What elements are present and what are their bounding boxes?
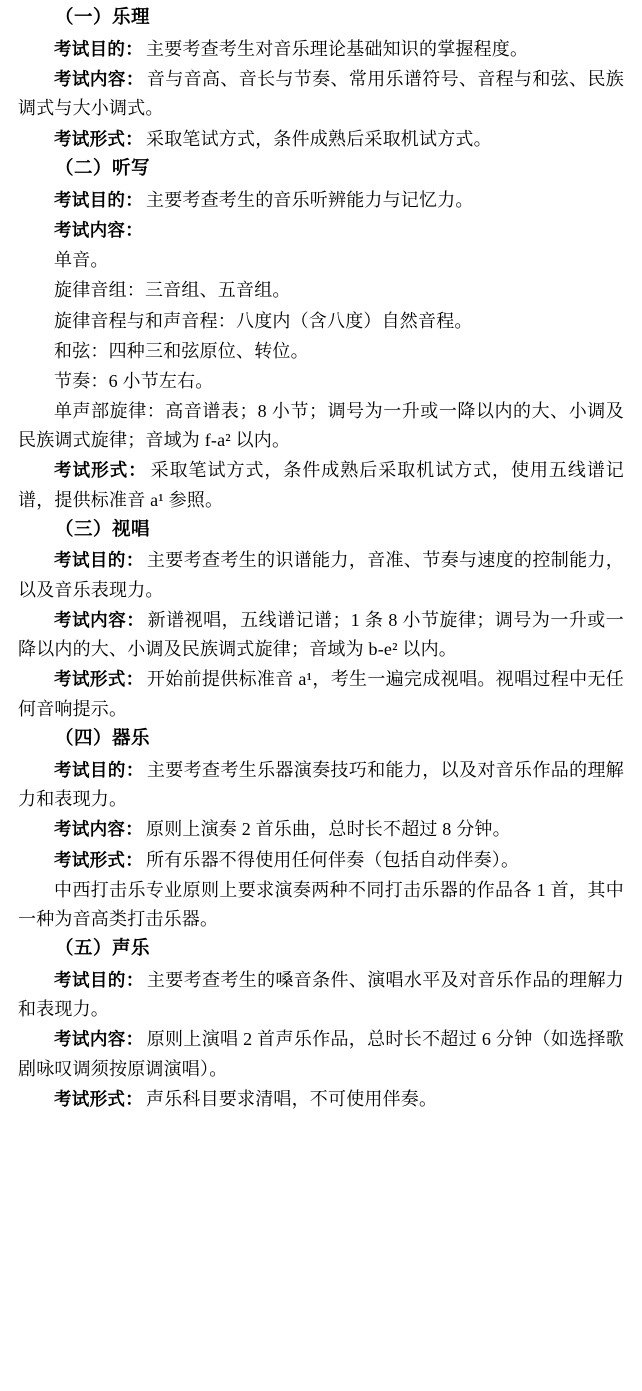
paragraph (18, 665, 624, 724)
paragraph-text: 开始前提供标准音 a¹，考生一遍完成视唱。视唱过程中无任何音响提示。 (18, 669, 625, 719)
section-qiyue (18, 725, 624, 934)
paragraph-label: 考试形式： (54, 1089, 143, 1110)
paragraph-text: 采取笔试方式，条件成熟后采取机试方式，使用五线谱记谱，提供标准音 a¹ 参照。 (18, 460, 625, 510)
paragraph-text: 节奏：6 小节左右。 (54, 370, 214, 391)
paragraph-label: 考试目的： (54, 39, 143, 60)
paragraph-label: 考试目的： (54, 970, 144, 991)
paragraph-label: 考试内容： (54, 1030, 144, 1051)
paragraph (18, 35, 624, 64)
paragraph-text: 中西打击乐专业原则上要求演奏两种不同打击乐器的作品各 1 首，其中一种为音高类打击乐器。 (18, 879, 624, 929)
paragraph-text: 原则上演唱 2 首声乐作品，总时长不超过 6 分钟（如选择歌剧咏叹调须按原调演唱）。 (18, 1029, 625, 1079)
paragraph-text: 主要考查考生对音乐理论基础知识的掌握程度。 (146, 38, 529, 59)
paragraph-text: 单音。 (54, 250, 109, 271)
paragraph-text: 主要考查考生乐器演奏技巧和能力，以及对音乐作品的理解力和表现力。 (18, 759, 625, 809)
paragraph-text: 旋律音组：三音组、五音组。 (54, 280, 291, 301)
section-tingxie (18, 155, 624, 515)
paragraph-text: 所有乐器不得使用任何伴奏（包括自动伴奏）。 (146, 849, 520, 870)
section-heading: （一）乐理 (55, 7, 151, 28)
paragraph (18, 876, 624, 934)
section-heading: （四）器乐 (55, 727, 151, 749)
paragraph (18, 815, 624, 844)
paragraph (18, 397, 624, 455)
paragraph (18, 246, 624, 275)
paragraph (18, 337, 624, 366)
paragraph (18, 1085, 624, 1114)
paragraph (18, 756, 624, 815)
paragraph-text: 音与音高、音长与节奏、常用乐谱符号、音程与和弦、民族调式与大小调式。 (18, 69, 625, 119)
paragraph (18, 186, 624, 215)
section-heading: （五）声乐 (55, 938, 151, 960)
section-heading: （二）听写 (55, 157, 151, 179)
paragraph (18, 125, 624, 154)
paragraph-text: 原则上演奏 2 首乐曲，总时长不超过 8 分钟。 (146, 819, 511, 840)
paragraph (18, 606, 624, 665)
paragraph-text: 主要考查考生的嗓音条件、演唱水平及对音乐作品的理解力和表现力。 (18, 969, 625, 1020)
paragraph-label: 考试形式： (54, 670, 144, 691)
paragraph (18, 966, 624, 1025)
paragraph (18, 276, 624, 305)
paragraph-label: 考试目的： (54, 551, 144, 572)
paragraph-label: 考试内容： (54, 220, 143, 241)
paragraph-text: 和弦：四种三和弦原位、转位。 (54, 340, 309, 361)
paragraph (18, 456, 624, 515)
paragraph-text: 旋律音程与和声音程：八度内（含八度）自然音程。 (54, 310, 473, 331)
paragraph-text: 主要考查考生的识谱能力，音准、节奏与速度的控制能力，以及音乐表现力。 (18, 550, 625, 600)
section-lili (18, 4, 624, 154)
paragraph-text: 新谱视唱，五线谱记谱；1 条 8 小节旋律；调号为一升或一降以内的大、小调及民族调式旋律；音域为 b-e² 以内。 (18, 609, 624, 660)
paragraph (18, 216, 624, 245)
paragraph-text: 采取笔试方式，条件成熟后采取机试方式。 (146, 128, 492, 149)
section-shichang (18, 516, 624, 724)
paragraph (18, 65, 624, 124)
paragraph (18, 546, 624, 605)
paragraph-label: 考试形式： (54, 850, 143, 871)
paragraph-label: 考试形式： (54, 461, 147, 482)
paragraph-label: 考试内容： (54, 70, 144, 91)
paragraph-text: 单声部旋律：高音谱表；8 小节；调号为一升或一降以内的大、小调及民族调式旋律；音域为 f-a² 以内。 (18, 401, 624, 451)
paragraph (18, 367, 624, 396)
paragraph-label: 考试内容： (54, 610, 145, 631)
paragraph (18, 846, 624, 875)
paragraph-label: 考试目的： (54, 760, 144, 781)
paragraph (18, 307, 624, 336)
paragraph-text: 声乐科目要求清唱，不可使用伴奏。 (146, 1088, 438, 1109)
paragraph (18, 1025, 624, 1084)
section-shengyue (18, 935, 624, 1114)
section-heading: （三）视唱 (55, 518, 151, 540)
paragraph-label: 考试内容： (54, 820, 143, 841)
paragraph-text: 主要考查考生的音乐听辨能力与记忆力。 (146, 189, 474, 210)
paragraph-label: 考试形式： (54, 129, 143, 150)
paragraph-label: 考试目的： (54, 190, 143, 211)
